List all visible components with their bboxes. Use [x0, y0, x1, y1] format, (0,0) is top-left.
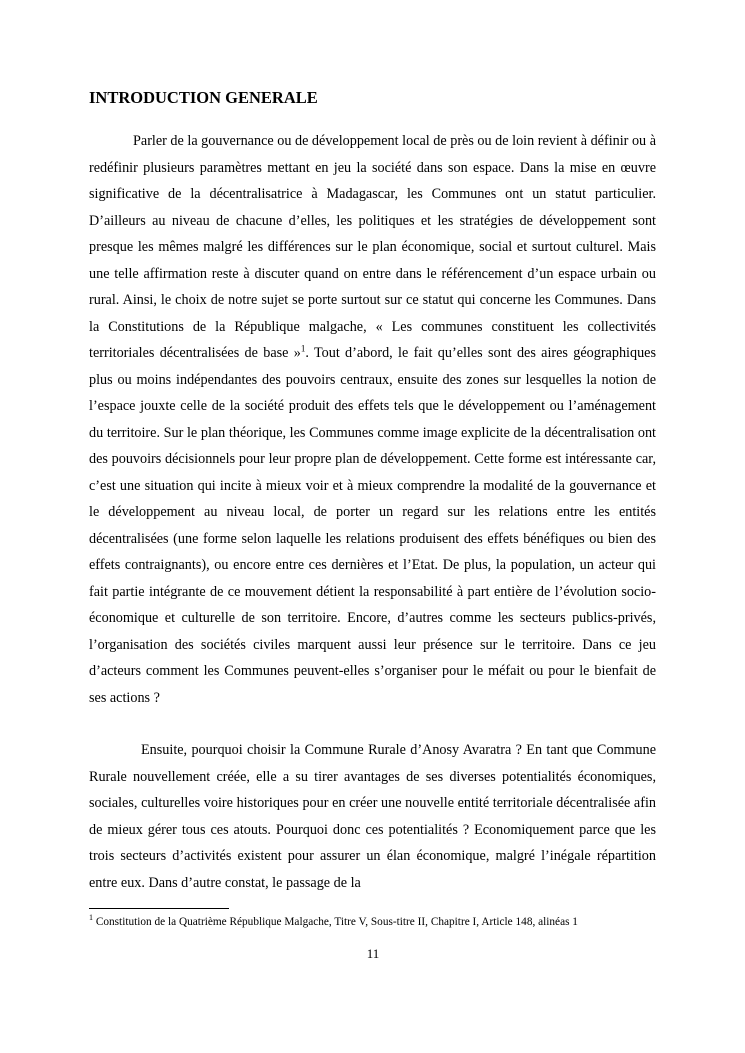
paragraph-commune-choice: Ensuite, pourquoi choisir la Commune Rurale d’Anosy Avaratra ? En tant que Commune Rurale nouvellement créée, elle a su tirer avantages de ses diverses potentialités économiques, sociales, culturelles voire historiques pour en créer une nouvelle entité territoriale décentralisée afin de mieux gérer tous ces atouts. Pourquoi donc ces potentialités ? Economiquement parce que les trois secteurs d’activités existent pour assurer un élan économique, malgré l’inégale répartition entre eux. Dans d’autre constat, le passage de la — [89, 742, 656, 891]
footnote — [89, 915, 669, 929]
footnote-reference[interactable]: 1 — [300, 343, 306, 354]
footnote-separator — [89, 908, 229, 909]
page-number: 11 — [366, 946, 380, 961]
footnote-text: Constitution de la Quatrième République Malgache, Titre V, Sous-titre II, Chapitre I, Article 148, alinéas 1 — [93, 916, 578, 928]
paragraph-introduction — [89, 128, 656, 711]
footnote-number: 1 — [89, 913, 93, 923]
paragraph-text: Parler de la gouvernance ou de développement local de près ou de loin revient à définir ou à redéfinir plusieurs paramètres mettant en jeu la société dans son espace. Dans la mise en œuvre significative de la décentralisatrice à Madagascar, les Communes ont un statut particulier. D’ailleurs au niveau de chacune d’elles, les politiques et les stratégies de développement sont presque les mêmes malgré les différences sur le plan économique, social et surtout culturel. Mais une telle affirmation reste à discuter quand on entre dans le référencement d’un espace urbain ou rural. Ainsi, le choix de notre sujet se porte surtout sur ce statut qui concerne les Communes. Dans la Constitutions de la République malgache, « Les communes constituent les collectivités territoriales décentralisées de base » — [89, 133, 656, 361]
paragraph-text-continued: . Tout d’abord, le fait qu’elles sont des aires géographiques plus ou moins indépendantes des pouvoirs centraux, ensuite des zones sur lesquelles la notion de l’espace jouxte celle de la société produit des effets tels que le développement ou l’aménagement du territoire. Sur le plan théorique, les Communes comme image explicite de la décentralisation ont des pouvoirs décisionnels pour leur propre plan de développement. Cette forme est intéressante car, c’est une situation qui incite à mieux voir et à mieux comprendre la modalité de la gouvernance et le développement au niveau local, de porter un regard sur les relations entre les entités décentralisées (une forme selon laquelle les relations produisent des effets bénéfiques ou bien des effets contraignants), ou encore entre ces dernières et l’Etat. De plus, la population, un acteur qui fait partie intégrante de ce mouvement détient la responsabilité à part entière de l’évolution socio-économique et culturelle de son territoire. Encore, d’autres comme les secteurs publics-privés, l’organisation des sociétés civiles marquent aussi leur présence sur le territoire. Dans ce jeu d’acteurs comment les Communes peuvent-elles s’organiser pour le méfait ou pour le bienfait de ses actions ? — [89, 345, 656, 706]
page-title: INTRODUCTION GENERALE — [89, 88, 318, 107]
